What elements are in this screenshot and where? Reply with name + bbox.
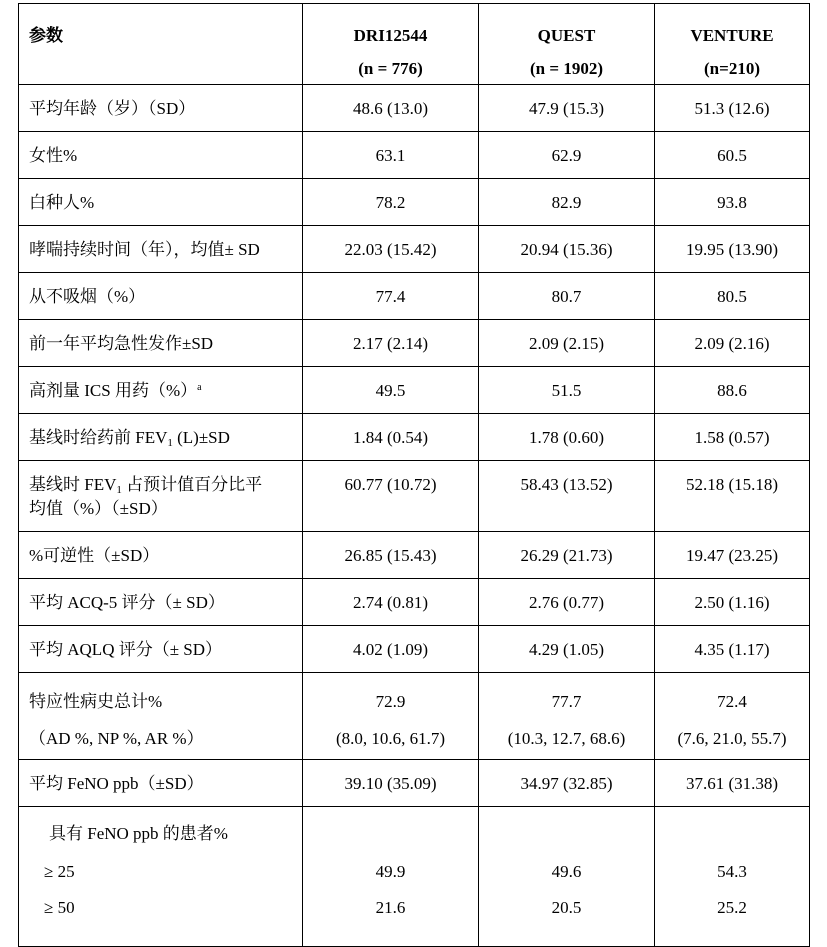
cell-venture: 4.35 (1.17)	[655, 626, 810, 673]
cell-venture: 88.6	[655, 367, 810, 414]
table-row	[19, 320, 810, 367]
cell-quest: 58.43 (13.52)	[479, 461, 655, 532]
cell-venture: 60.5	[655, 132, 810, 179]
cell-venture: 19.47 (23.25)	[655, 532, 810, 579]
cell-dri12544: 26.85 (15.43)	[303, 532, 479, 579]
cell-quest: 77.7 (10.3, 12.7, 68.6)	[479, 673, 655, 760]
row-label: 哮喘持续时间（年），均值± SD	[19, 226, 303, 273]
cell-venture: 19.95 (13.90)	[655, 226, 810, 273]
table-row	[19, 367, 810, 414]
row-label: 女性%	[19, 132, 303, 179]
table-row	[19, 179, 810, 226]
cell-venture: 54.3 25.2	[655, 807, 810, 947]
row-label: 具有 FeNO ppb 的患者% ≥ 25 ≥ 50	[19, 807, 303, 947]
table-row	[19, 532, 810, 579]
cell-venture: 1.58 (0.57)	[655, 414, 810, 461]
table-row	[19, 673, 810, 760]
cell-quest: 80.7	[479, 273, 655, 320]
cell-quest: 2.76 (0.77)	[479, 579, 655, 626]
table-row	[19, 132, 810, 179]
row-label: 前一年平均急性发作±SD	[19, 320, 303, 367]
table-row	[19, 273, 810, 320]
row-label: 基线时给药前 $FEV_1$ (L)±SD	[19, 414, 303, 461]
table-row	[19, 414, 810, 461]
row-label: %可逆性（±SD）	[19, 532, 303, 579]
header-study-venture: VENTURE (n=210)	[655, 4, 810, 85]
cell-venture: 2.09 (2.16)	[655, 320, 810, 367]
row-label: 平均 ACQ-5 评分（± SD）	[19, 579, 303, 626]
cell-quest: 49.6 20.5	[479, 807, 655, 947]
cell-dri12544: 49.5	[303, 367, 479, 414]
cell-quest: 51.5	[479, 367, 655, 414]
cell-venture: 2.50 (1.16)	[655, 579, 810, 626]
row-label: 高剂量 ICS 用药（%）$^a$	[19, 367, 303, 414]
cell-dri12544: 48.6 (13.0)	[303, 85, 479, 132]
cell-quest: 26.29 (21.73)	[479, 532, 655, 579]
cell-dri12544: 60.77 (10.72)	[303, 461, 479, 532]
cell-dri12544: 2.74 (0.81)	[303, 579, 479, 626]
table-row	[19, 85, 810, 132]
cell-quest: 34.97 (32.85)	[479, 760, 655, 807]
footnote-marker: a	[197, 382, 202, 393]
header-study-quest: QUEST (n = 1902)	[479, 4, 655, 85]
baseline-characteristics-table	[18, 3, 810, 947]
cell-dri12544: 39.10 (35.09)	[303, 760, 479, 807]
table-row	[19, 226, 810, 273]
row-label: 白种人%	[19, 179, 303, 226]
cell-dri12544: 78.2	[303, 179, 479, 226]
row-label: 平均 FeNO ppb（±SD）	[19, 760, 303, 807]
cell-dri12544: 77.4	[303, 273, 479, 320]
header-param: 参数	[19, 4, 303, 85]
cell-quest: 2.09 (2.15)	[479, 320, 655, 367]
row-label: 特应性病史总计% （AD %, NP %, AR %）	[19, 673, 303, 760]
cell-quest: 82.9	[479, 179, 655, 226]
table-row	[19, 807, 810, 947]
header-study-dri12544: DRI12544 (n = 776)	[303, 4, 479, 85]
cell-quest: 20.94 (15.36)	[479, 226, 655, 273]
cell-quest: 47.9 (15.3)	[479, 85, 655, 132]
cell-venture: 93.8	[655, 179, 810, 226]
cell-venture: 80.5	[655, 273, 810, 320]
cell-dri12544: 63.1	[303, 132, 479, 179]
table-row	[19, 760, 810, 807]
cell-venture: 37.61 (31.38)	[655, 760, 810, 807]
cell-quest: 1.78 (0.60)	[479, 414, 655, 461]
table-row	[19, 579, 810, 626]
table-row	[19, 626, 810, 673]
cell-dri12544: 49.9 21.6	[303, 807, 479, 947]
cell-dri12544: 22.03 (15.42)	[303, 226, 479, 273]
header-row	[19, 4, 810, 85]
cell-dri12544: 72.9 (8.0, 10.6, 61.7)	[303, 673, 479, 760]
cell-dri12544: 2.17 (2.14)	[303, 320, 479, 367]
cell-venture: 52.18 (15.18)	[655, 461, 810, 532]
row-label: 基线时 $FEV_1$ 占预计值百分比平 均值（%）（±SD）	[19, 461, 303, 532]
cell-quest: 4.29 (1.05)	[479, 626, 655, 673]
cell-venture: 72.4 (7.6, 21.0, 55.7)	[655, 673, 810, 760]
row-label: 平均 AQLQ 评分（± SD）	[19, 626, 303, 673]
cell-quest: 62.9	[479, 132, 655, 179]
row-label: 从不吸烟（%）	[19, 273, 303, 320]
cell-dri12544: 1.84 (0.54)	[303, 414, 479, 461]
row-label: 平均年龄（岁）（SD）	[19, 85, 303, 132]
cell-dri12544: 4.02 (1.09)	[303, 626, 479, 673]
table-row	[19, 461, 810, 532]
cell-venture: 51.3 (12.6)	[655, 85, 810, 132]
